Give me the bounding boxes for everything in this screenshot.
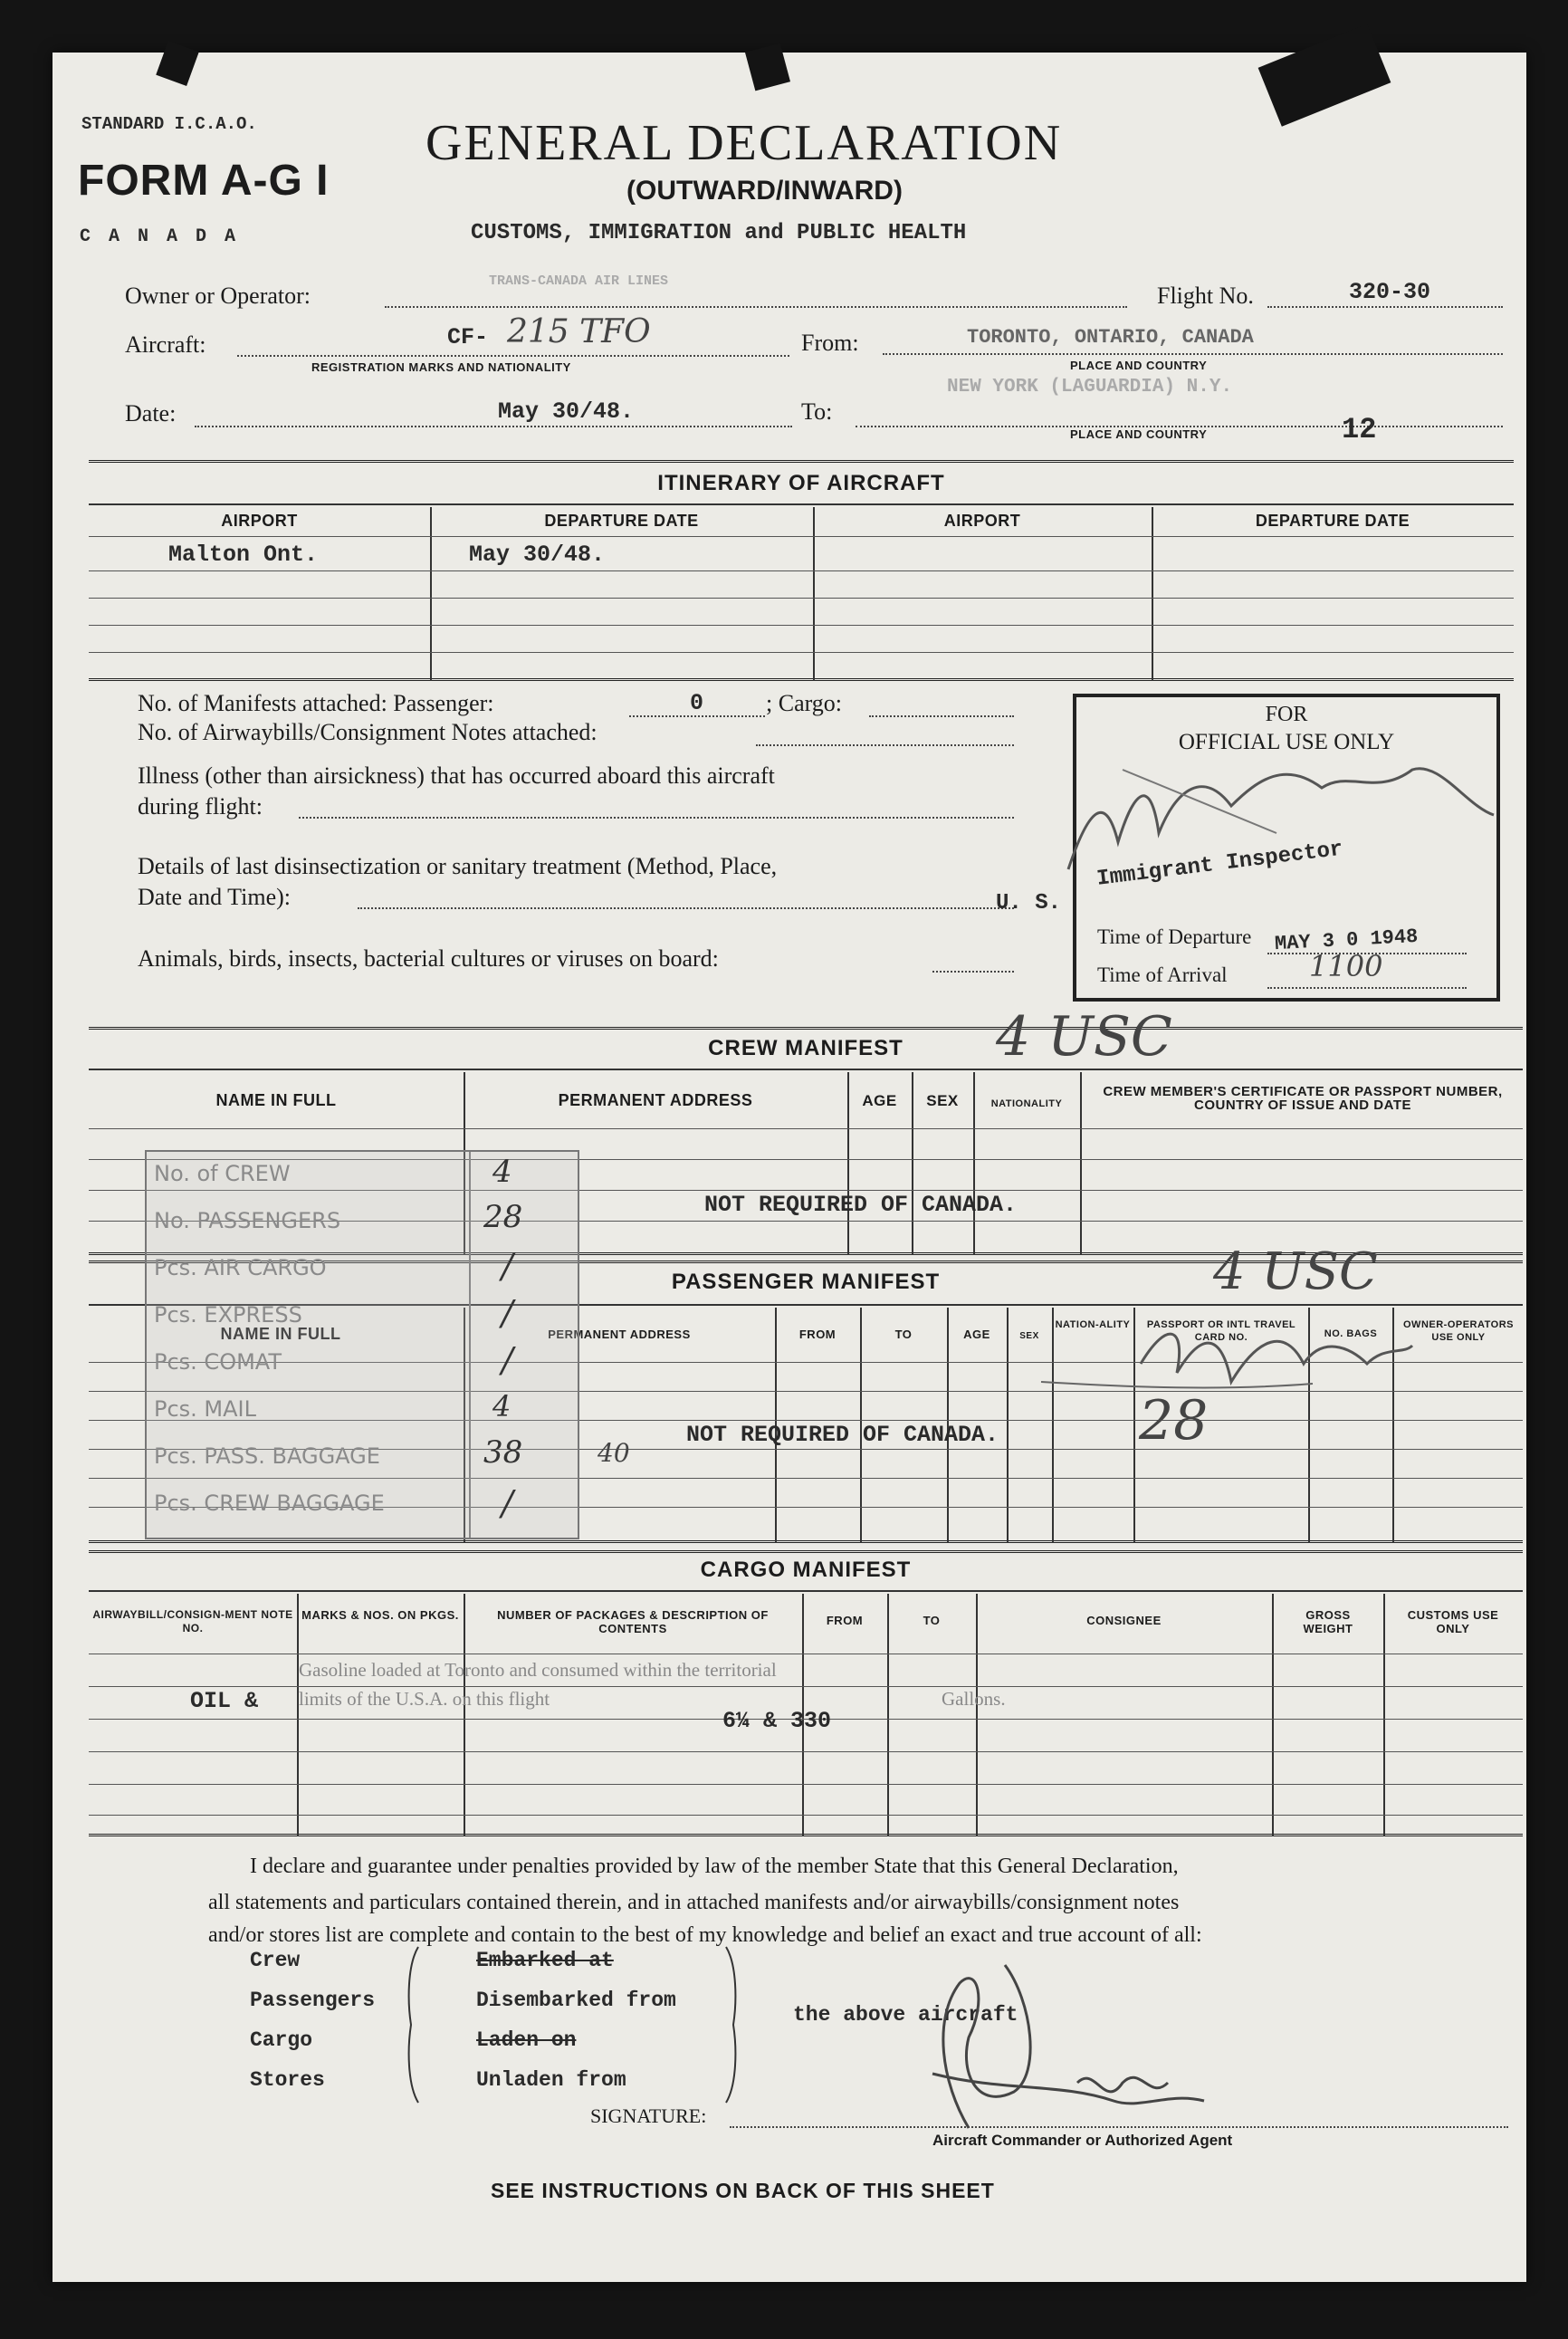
cargo-col-consignee: CONSIGNEE	[1086, 1614, 1162, 1627]
stamp-row-air-cargo: Pcs. AIR CARGO	[154, 1255, 327, 1280]
stamp-value-comat: /	[502, 1340, 513, 1380]
immigrant-inspector-stamp: Immigrant Inspector	[1095, 837, 1344, 892]
cargo-title: CARGO MANIFEST	[700, 1558, 912, 1582]
stamp-row-mail: Pcs. MAIL	[154, 1396, 257, 1422]
form-scope: CUSTOMS, IMMIGRATION and PUBLIC HEALTH	[471, 221, 967, 245]
flight-no-line	[1267, 306, 1503, 308]
cargo-col-airwaybill: AIRWAYBILL/CONSIGN-MENT NOTE NO.	[92, 1608, 293, 1634]
form-subtitle: (OUTWARD/INWARD)	[626, 176, 903, 206]
passenger-col-to: TO	[894, 1328, 913, 1341]
disinsect-label: Details of last disinsectization or sanitary treatment (Method, Place,	[138, 853, 778, 879]
stamp-row-express: Pcs. EXPRESS	[154, 1302, 302, 1328]
itinerary-airport-value: Malton Ont.	[168, 542, 319, 568]
commander-signature	[878, 1947, 1240, 2146]
declaration-crew: Crew	[250, 1949, 301, 1972]
declaration-passengers: Passengers	[250, 1989, 376, 2012]
illness-label: Illness (other than airsickness) that has occurred aboard this aircraft	[138, 762, 775, 789]
declaration-line-3: and/or stores list are complete and contain to the best of my knowledge and belief an exact and true account of all:	[208, 1923, 1202, 1947]
us-mark: U. S.	[996, 891, 1062, 915]
passenger-col-from: FROM	[798, 1328, 837, 1341]
declaration-embarked: Embarked at	[476, 1949, 614, 1972]
itinerary-col-date-1: DEPARTURE DATE	[544, 512, 699, 530]
from-value: TORONTO, ONTARIO, CANADA	[967, 326, 1254, 349]
to-number: 12	[1342, 413, 1377, 446]
itinerary-col-airport-1: AIRPORT	[221, 512, 298, 530]
owner-value: TRANS-CANADA AIR LINES	[489, 273, 669, 289]
cargo-col-to: TO	[923, 1614, 941, 1627]
cargo-manifest-label: ; Cargo:	[766, 690, 843, 716]
itinerary-date-value: May 30/48.	[469, 542, 606, 568]
stamp-value-air-cargo: /	[502, 1246, 513, 1286]
to-caption: PLACE AND COUNTRY	[1070, 427, 1208, 441]
departure-date-stamp: MAY 3 0 1948	[1274, 925, 1419, 956]
stamp-value-crew-baggage: /	[502, 1483, 513, 1523]
arrival-time-label: Time of Arrival	[1097, 963, 1228, 986]
stamp-value-mail: 4	[492, 1389, 512, 1424]
cargo-gasoline-note-2: limits of the U.S.A. on this flight	[299, 1688, 550, 1710]
cargo-col-marks: MARKS & NOS. ON PKGS.	[301, 1608, 459, 1622]
cargo-col-contents: NUMBER OF PACKAGES & DESCRIPTION OF CONTENTS	[497, 1608, 769, 1635]
itinerary-col-date-2: DEPARTURE DATE	[1255, 512, 1410, 530]
stamp-row-crew-baggage: Pcs. CREW BAGGAGE	[154, 1491, 385, 1516]
from-line	[883, 353, 1503, 355]
declaration-disembarked: Disembarked from	[476, 1989, 676, 2012]
torn-corner	[1258, 24, 1391, 127]
carrier-count-stamp	[145, 1150, 579, 1539]
stamp-row-comat: Pcs. COMAT	[154, 1349, 282, 1375]
stamp-value-express: /	[502, 1293, 513, 1333]
aircraft-value: 215 TFO	[507, 313, 651, 350]
passenger-hand-count: 28	[1139, 1389, 1209, 1452]
passenger-col-address: PERMANENT ADDRESS	[548, 1328, 691, 1341]
stamp-row-passengers: No. PASSENGERS	[154, 1208, 341, 1233]
animals-label: Animals, birds, insects, bacterial cultures or viruses on board:	[138, 945, 719, 972]
cargo-col-weight: GROSS WEIGHT	[1303, 1608, 1353, 1635]
right-brace	[721, 1947, 739, 2103]
official-title-2: OFFICIAL USE ONLY	[1178, 730, 1395, 754]
passenger-title: PASSENGER MANIFEST	[671, 1270, 941, 1294]
country-label: C A N A D A	[80, 226, 240, 247]
passenger-note: NOT REQUIRED OF CANADA.	[686, 1422, 999, 1448]
passenger-col-passport: PASSPORT OR INTL TRAVEL CARD NO.	[1146, 1319, 1296, 1343]
arrival-time-value: 1100	[1309, 949, 1383, 983]
crew-col-address: PERMANENT ADDRESS	[558, 1091, 753, 1109]
date-line	[195, 426, 792, 427]
cargo-col-customs: CUSTOMS USE ONLY	[1407, 1608, 1499, 1635]
to-label: To:	[801, 398, 833, 425]
stamp-value-crew: 4	[492, 1154, 512, 1190]
crew-title: CREW MANIFEST	[708, 1036, 904, 1060]
footer-instructions: SEE INSTRUCTIONS ON BACK OF THIS SHEET	[491, 2179, 995, 2202]
stamp-row-pass-baggage: Pcs. PASS. BAGGAGE	[154, 1443, 380, 1469]
cargo-gasoline-note: Gasoline loaded at Toronto and consumed within the territorial	[299, 1659, 777, 1681]
owner-line	[385, 306, 1127, 308]
passenger-scribble	[1041, 1300, 1421, 1400]
aircraft-label: Aircraft:	[125, 331, 206, 358]
from-caption: PLACE AND COUNTRY	[1070, 359, 1208, 372]
official-title-1: FOR	[1265, 703, 1308, 726]
torn-corner	[745, 43, 790, 91]
crew-col-nationality: NATIONALITY	[990, 1098, 1063, 1109]
declaration-line-1: I declare and guarantee under penalties provided by law of the member State that this General Declaration,	[250, 1855, 1179, 1878]
to-value: NEW YORK (LAGUARDIA) N.Y.	[947, 377, 1233, 398]
declaration-laden: Laden on	[476, 2028, 577, 2052]
declaration-above-aircraft: the above aircraft	[793, 2003, 1018, 2027]
passenger-col-nationality: NATION-ALITY	[1055, 1319, 1131, 1330]
cargo-item: OIL &	[190, 1688, 259, 1714]
crew-col-name: NAME IN FULL	[215, 1091, 337, 1109]
form-title: GENERAL DECLARATION	[425, 115, 1063, 171]
airwaybills-label: No. of Airwaybills/Consignment Notes attached:	[138, 719, 598, 745]
form-code: FORM A-G I	[78, 157, 330, 205]
departure-time-label: Time of Departure	[1097, 925, 1252, 948]
crew-annotation: 4 USC	[996, 1005, 1172, 1069]
declaration-stores: Stores	[250, 2068, 325, 2092]
declaration-cargo: Cargo	[250, 2028, 313, 2052]
torn-corner	[156, 41, 199, 86]
date-label: Date:	[125, 400, 177, 427]
passenger-col-bags: NO. BAGS	[1324, 1328, 1378, 1339]
passenger-col-name: NAME IN FULL	[220, 1325, 341, 1343]
commander-caption: Aircraft Commander or Authorized Agent	[932, 2132, 1233, 2149]
aircraft-prefix: CF-	[447, 324, 489, 350]
illness-label-2: during flight:	[138, 793, 263, 820]
declaration-line-2: all statements and particulars contained therein, and in attached manifests and/or airwaybills/consignment notes	[208, 1891, 1180, 1914]
signature-label: SIGNATURE:	[590, 2104, 707, 2127]
standard-label: STANDARD I.C.A.O.	[81, 114, 257, 134]
crew-col-sex: SEX	[926, 1092, 959, 1109]
from-label: From:	[801, 330, 859, 356]
cargo-col-from: FROM	[826, 1614, 864, 1627]
stamp-row-crew: No. of CREW	[154, 1161, 291, 1186]
passenger-col-owner: OWNER-OPERATORS USE ONLY	[1403, 1319, 1514, 1343]
flight-no-label: Flight No.	[1157, 283, 1254, 309]
stamp-value-passengers: 28	[483, 1199, 523, 1235]
date-value: May 30/48.	[498, 398, 635, 425]
crew-col-age: AGE	[862, 1092, 897, 1109]
cargo-gallons-label: Gallons.	[942, 1688, 1006, 1710]
flight-no-value: 320-30	[1349, 279, 1431, 305]
itinerary-title: ITINERARY OF AIRCRAFT	[657, 471, 945, 495]
stamp-extra-value: 40	[598, 1438, 630, 1468]
passenger-manifest-count: 0	[690, 690, 704, 716]
crew-note: NOT REQUIRED OF CANADA.	[704, 1192, 1018, 1218]
passenger-annotation: 4 USC	[1213, 1242, 1378, 1301]
owner-label: Owner or Operator:	[125, 283, 311, 309]
manifests-label: No. of Manifests attached: Passenger:	[138, 690, 494, 716]
declaration-unladen: Unladen from	[476, 2068, 626, 2092]
disinsect-label-2: Date and Time):	[138, 884, 291, 910]
crew-col-certificate: CREW MEMBER'S CERTIFICATE OR PASSPORT NUMBER, COUNTRY OF ISSUE AND DATE	[1103, 1084, 1503, 1113]
passenger-col-age: AGE	[963, 1328, 990, 1341]
cargo-quantity: 6¼ & 330	[722, 1708, 832, 1734]
left-brace	[406, 1947, 424, 2103]
itinerary-col-airport-2: AIRPORT	[943, 512, 1021, 530]
stamp-value-pass-baggage: 38	[483, 1434, 523, 1471]
registration-caption: REGISTRATION MARKS AND NATIONALITY	[311, 360, 571, 374]
passenger-col-sex: SEX	[1019, 1331, 1039, 1341]
aircraft-line	[237, 355, 789, 357]
